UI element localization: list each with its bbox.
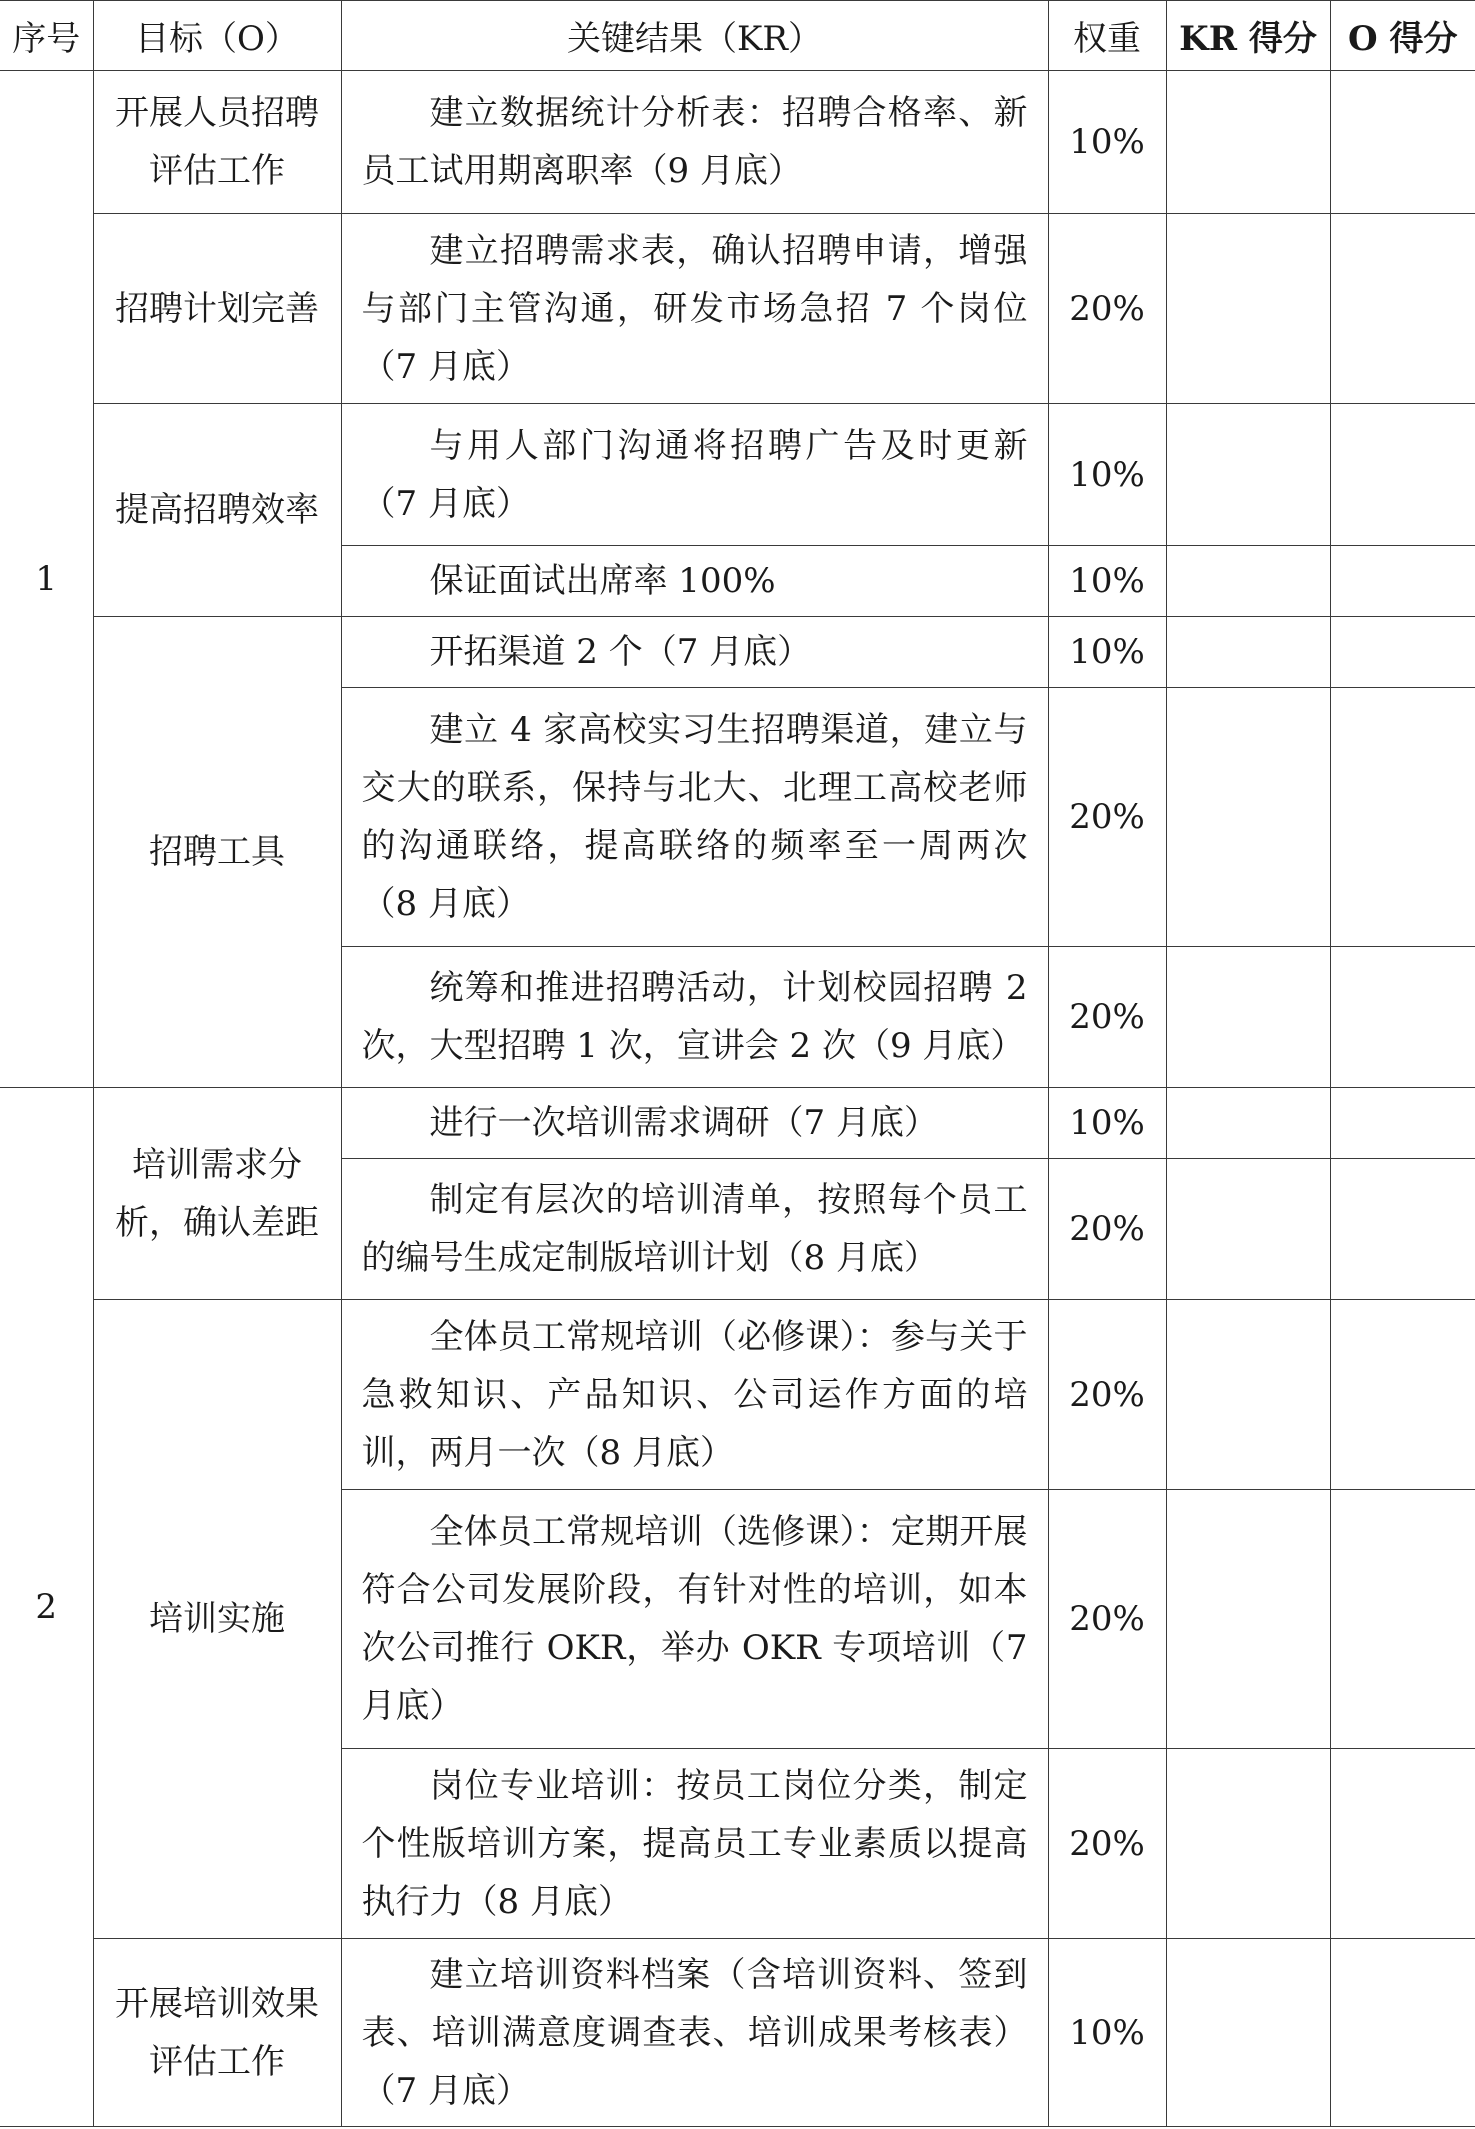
seq-cell: 2 xyxy=(0,1088,93,2127)
kr-score-cell xyxy=(1166,1490,1330,1749)
weight-cell: 10% xyxy=(1048,546,1166,617)
table-body xyxy=(0,71,1475,2127)
header-objective: 目标（O） xyxy=(93,1,341,71)
kr-score-cell xyxy=(1166,1300,1330,1490)
kr-score-cell xyxy=(1166,546,1330,617)
objective-cell: 招聘工具 xyxy=(93,617,341,1088)
weight-cell: 20% xyxy=(1048,1749,1166,1939)
kr-score-cell xyxy=(1166,1088,1330,1159)
table-row xyxy=(0,214,1475,404)
weight-cell: 20% xyxy=(1048,1159,1166,1300)
weight-cell: 20% xyxy=(1048,1490,1166,1749)
o-score-cell xyxy=(1330,688,1475,947)
weight-cell: 10% xyxy=(1048,1939,1166,2127)
o-score-cell xyxy=(1330,1088,1475,1159)
kr-score-cell xyxy=(1166,404,1330,546)
header-seq: 序号 xyxy=(0,1,93,71)
o-score-cell xyxy=(1330,1490,1475,1749)
table-row xyxy=(0,1300,1475,1490)
kr-score-cell xyxy=(1166,617,1330,688)
kr-cell: 制定有层次的培训清单，按照每个员工的编号生成定制版培训计划（8 月底） xyxy=(341,1159,1048,1300)
kr-cell: 保证面试出席率 100% xyxy=(341,546,1048,617)
table-row xyxy=(0,71,1475,214)
kr-score-cell xyxy=(1166,214,1330,404)
kr-cell: 与用人部门沟通将招聘广告及时更新（7 月底） xyxy=(341,404,1048,546)
kr-score-cell xyxy=(1166,1749,1330,1939)
kr-cell: 建立 4 家高校实习生招聘渠道，建立与交大的联系，保持与北大、北理工高校老师的沟通联络，提高联络的频率至一周两次（8 月底） xyxy=(341,688,1048,947)
weight-cell: 20% xyxy=(1048,214,1166,404)
kr-score-cell xyxy=(1166,688,1330,947)
kr-score-cell xyxy=(1166,947,1330,1088)
header-key-results: 关键结果（KR） xyxy=(341,1,1048,71)
o-score-cell xyxy=(1330,1300,1475,1490)
weight-cell: 20% xyxy=(1048,947,1166,1088)
o-score-cell xyxy=(1330,546,1475,617)
kr-score-cell xyxy=(1166,1159,1330,1300)
o-score-cell xyxy=(1330,214,1475,404)
table-row xyxy=(0,617,1475,688)
weight-cell: 10% xyxy=(1048,404,1166,546)
kr-score-cell xyxy=(1166,71,1330,214)
objective-cell: 提高招聘效率 xyxy=(93,404,341,617)
kr-score-cell xyxy=(1166,1939,1330,2127)
kr-cell: 岗位专业培训：按员工岗位分类，制定个性版培训方案，提高员工专业素质以提高执行力（8 月底） xyxy=(341,1749,1048,1939)
weight-cell: 10% xyxy=(1048,1088,1166,1159)
header-o-score: O 得分 xyxy=(1330,1,1475,71)
kr-cell: 建立培训资料档案（含培训资料、签到表、培训满意度调查表、培训成果考核表）（7 月底） xyxy=(341,1939,1048,2127)
table-row xyxy=(0,1939,1475,2127)
kr-cell: 统筹和推进招聘活动，计划校园招聘 2 次，大型招聘 1 次，宣讲会 2 次（9 月底） xyxy=(341,947,1048,1088)
o-score-cell xyxy=(1330,71,1475,214)
header-weight: 权重 xyxy=(1048,1,1166,71)
kr-cell: 进行一次培训需求调研（7 月底） xyxy=(341,1088,1048,1159)
weight-cell: 20% xyxy=(1048,1300,1166,1490)
kr-cell: 建立数据统计分析表：招聘合格率、新员工试用期离职率（9 月底） xyxy=(341,71,1048,214)
objective-cell: 招聘计划完善 xyxy=(93,214,341,404)
weight-cell: 10% xyxy=(1048,71,1166,214)
objective-cell: 培训需求分析，确认差距 xyxy=(93,1088,341,1300)
o-score-cell xyxy=(1330,617,1475,688)
o-score-cell xyxy=(1330,404,1475,546)
kr-cell: 建立招聘需求表，确认招聘申请，增强与部门主管沟通，研发市场急招 7 个岗位（7 月底） xyxy=(341,214,1048,404)
kr-cell: 全体员工常规培训（必修课）：参与关于急救知识、产品知识、公司运作方面的培训，两月一次（8 月底） xyxy=(341,1300,1048,1490)
objective-cell: 开展培训效果评估工作 xyxy=(93,1939,341,2127)
weight-cell: 20% xyxy=(1048,688,1166,947)
kr-cell: 全体员工常规培训（选修课）：定期开展符合公司发展阶段，有针对性的培训，如本次公司推行 OKR，举办 OKR 专项培训（7 月底） xyxy=(341,1490,1048,1749)
o-score-cell xyxy=(1330,947,1475,1088)
table-row xyxy=(0,404,1475,546)
o-score-cell xyxy=(1330,1749,1475,1939)
table-row xyxy=(0,1088,1475,1159)
objective-cell: 培训实施 xyxy=(93,1300,341,1939)
header-row xyxy=(0,1,1475,71)
header-kr-score: KR 得分 xyxy=(1166,1,1330,71)
o-score-cell xyxy=(1330,1159,1475,1300)
objective-cell: 开展人员招聘评估工作 xyxy=(93,71,341,214)
seq-cell: 1 xyxy=(0,71,93,1088)
weight-cell: 10% xyxy=(1048,617,1166,688)
o-score-cell xyxy=(1330,1939,1475,2127)
table-header xyxy=(0,1,1475,71)
kr-cell: 开拓渠道 2 个（7 月底） xyxy=(341,617,1048,688)
